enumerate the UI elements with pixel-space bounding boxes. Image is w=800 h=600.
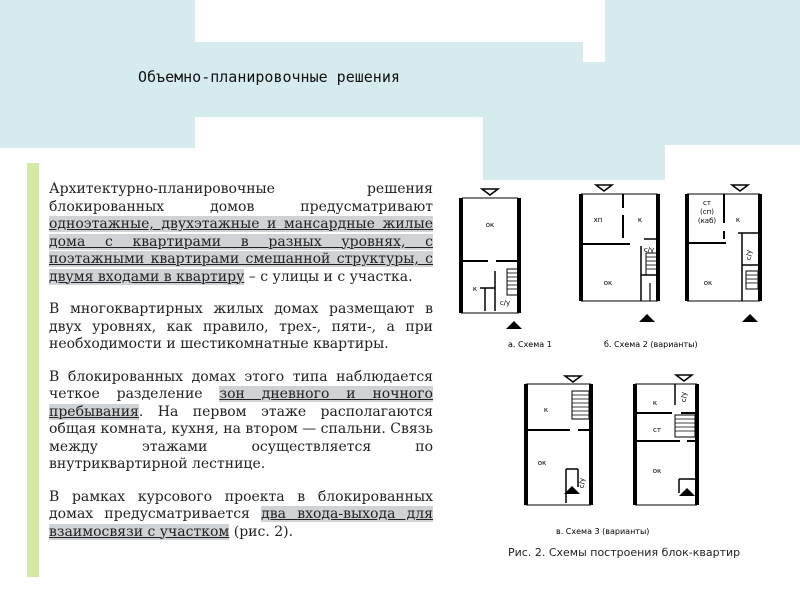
room-label: ст [653, 426, 661, 434]
floor-plan-figure [450, 183, 795, 573]
paragraph [49, 301, 433, 354]
room-label: ок [652, 467, 662, 475]
paragraph [49, 369, 433, 474]
figure-caption: Рис. 2. Схемы построения блок-квартир [508, 546, 741, 559]
paragraph [49, 489, 433, 542]
room-label: с/у [499, 299, 511, 307]
text-run: В блокированных домах этого типа наблюдается четкое разделение [49, 368, 433, 402]
paragraph [49, 181, 433, 286]
room-label: (сп) [700, 208, 714, 216]
room-label: ок [603, 279, 613, 287]
room-label: к [652, 399, 658, 407]
accent-bar [27, 163, 39, 577]
highlighted-text: одноэтажные, двухэтажные и мансардные жилые дома с квартирами в разных уровнях, с поэтажными квартирами смешанной структуры, с двумя входами в квартиру [49, 216, 433, 285]
room-label: ст [703, 199, 711, 207]
scheme-1-plan [461, 189, 522, 329]
slide-title: Объемно-планировочные решения [138, 68, 400, 86]
text-run: В рамках курсового проекта в блокированных домах предусматривается [49, 488, 433, 522]
room-label: к [735, 216, 741, 224]
text-run: – с улицы и с участка. [244, 268, 413, 285]
room-label: ок [703, 279, 713, 287]
text-run: Архитектурно-планировочные решения блокированных домов предусматривают [49, 181, 433, 215]
room-label: ок [485, 221, 495, 229]
body-text [49, 181, 433, 556]
highlighted-text: два входа-выхода для взаимосвязи с участком [49, 506, 433, 540]
room-label: к [472, 285, 478, 293]
highlighted-text: зон дневного и ночного пребывания [49, 386, 433, 420]
scheme-label: б. Схема 2 (варианты) [604, 340, 698, 349]
scheme-label: а. Схема 1 [508, 340, 552, 349]
text-run: В многоквартирных жилых домах размещают в двух уровнях, как правило, трех-, пяти-, а при необходимости и шестикомнатные квартиры. [49, 301, 433, 352]
room-label: к [543, 406, 549, 414]
room-label: с/у [680, 391, 688, 403]
decor-block-middle-right [483, 62, 665, 180]
room-label: с/у [745, 249, 753, 261]
room-label: с/у [643, 246, 655, 254]
room-label: хп [593, 216, 603, 224]
scheme-label: в. Схема 3 (варианты) [556, 527, 650, 536]
text-run: (рис. 2). [229, 523, 294, 540]
text-run: . На первом этаже располагаются общая комната, кухня, на втором — спальни. Связь между этажами осуществляется по внутриквартирной лестнице. [49, 403, 433, 472]
room-label: ок [537, 459, 547, 467]
room-label: (каб) [697, 217, 717, 225]
room-label: к [637, 216, 643, 224]
floor-plans-drawing [450, 183, 795, 573]
room-label: с/у [578, 477, 586, 489]
